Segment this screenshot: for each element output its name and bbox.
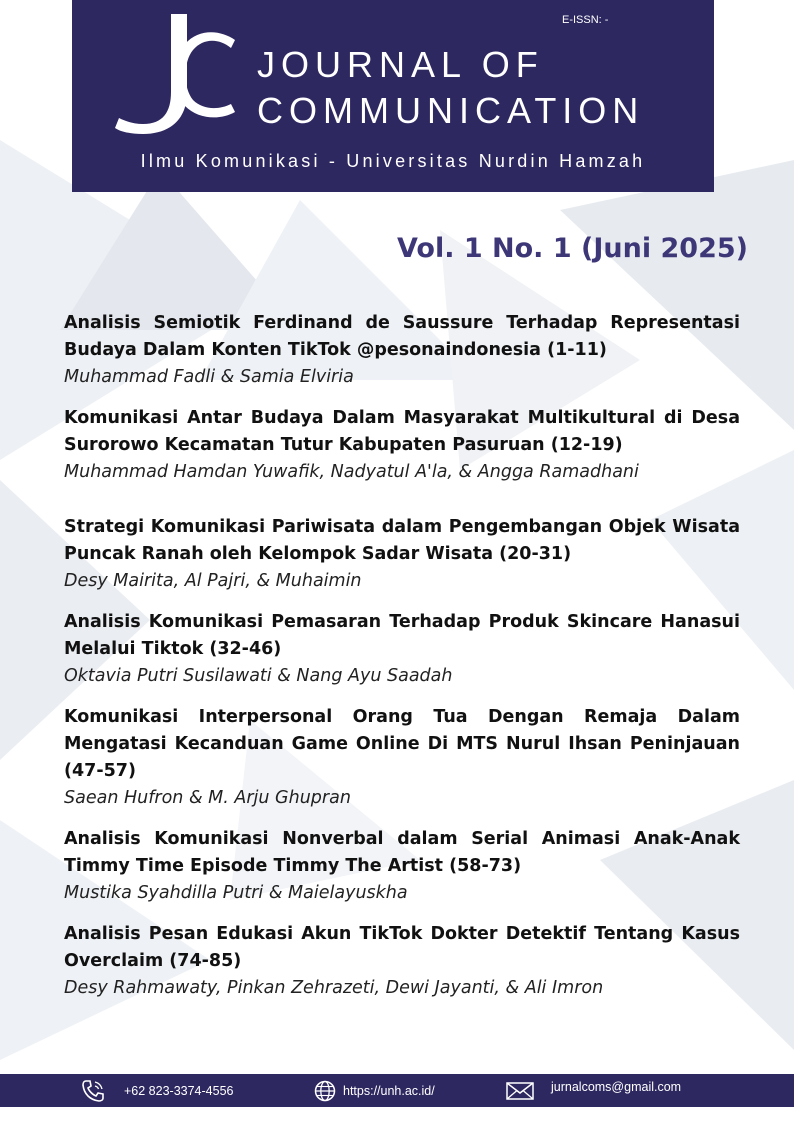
article-title[interactable]: Analisis Komunikasi Nonverbal dalam Serial Animasi Anak-Anak Timmy Time Episode Timmy The Artist (58-73) xyxy=(64,829,740,876)
journal-header-banner xyxy=(72,0,714,192)
journal-title xyxy=(257,42,644,134)
jc-logo xyxy=(107,8,237,138)
article-authors: Oktavia Putri Susilawati & Nang Ayu Saadah xyxy=(64,666,453,686)
article-title[interactable]: Komunikasi Antar Budaya Dalam Masyarakat Multikultural di Desa Surorowo Kecamatan Tutur Kabupaten Pasuruan (12-19) xyxy=(64,408,740,455)
website-url: https://unh.ac.id/ xyxy=(343,1083,435,1098)
phone-icon xyxy=(80,1078,106,1104)
article-entry xyxy=(64,405,740,486)
article-authors: Saean Hufron & M. Arju Ghupran xyxy=(64,788,351,808)
journal-title-line-1: JOURNAL OF xyxy=(257,44,544,85)
article-entry xyxy=(64,704,740,812)
article-entry xyxy=(64,921,740,1002)
issn-label: E-ISSN: - xyxy=(562,14,609,26)
article-authors: Desy Mairita, Al Pajri, & Muhaimin xyxy=(64,571,362,591)
footer-email[interactable] xyxy=(506,1074,681,1107)
article-authors: Desy Rahmawaty, Pinkan Zehrazeti, Dewi Jayanti, & Ali Imron xyxy=(64,978,604,998)
article-authors: Muhammad Hamdan Yuwafik, Nadyatul A'la, & Angga Ramadhani xyxy=(64,462,639,482)
footer-website[interactable] xyxy=(314,1074,435,1107)
article-entry xyxy=(64,609,740,690)
globe-icon xyxy=(314,1080,336,1102)
article-title[interactable]: Analisis Komunikasi Pemasaran Terhadap Produk Skincare Hanasui Melalui Tiktok (32-46) xyxy=(64,612,740,659)
article-entry xyxy=(64,514,740,595)
volume-heading: Vol. 1 No. 1 (Juni 2025) xyxy=(396,233,748,264)
article-authors: Muhammad Fadli & Samia Elviria xyxy=(64,367,354,387)
article-entry xyxy=(64,826,740,907)
phone-number: +62 823-3374-4556 xyxy=(124,1083,234,1098)
email-address: jurnalcoms@gmail.com xyxy=(551,1079,682,1094)
envelope-icon xyxy=(506,1081,534,1101)
article-entry xyxy=(64,310,740,391)
article-title[interactable]: Komunikasi Interpersonal Orang Tua Dengan Remaja Dalam Mengatasi Kecanduan Game Online Di MTS Nurul Ihsan Peninjauan (47-57) xyxy=(64,707,740,781)
footer-phone[interactable] xyxy=(80,1074,233,1107)
article-title[interactable]: Analisis Pesan Edukasi Akun TikTok Dokter Detektif Tentang Kasus Overclaim (74-85) xyxy=(64,924,740,971)
article-authors: Mustika Syahdilla Putri & Maielayuskha xyxy=(64,883,408,903)
journal-subtitle: Ilmu Komunikasi - Universitas Nurdin Hamzah xyxy=(140,151,646,171)
contact-footer xyxy=(0,1074,794,1107)
article-title[interactable]: Analisis Semiotik Ferdinand de Saussure Terhadap Representasi Budaya Dalam Konten TikTok @pesonaindonesia (1-11) xyxy=(64,313,740,360)
journal-title-line-2: COMMUNICATION xyxy=(257,90,645,131)
table-of-contents xyxy=(64,310,740,1016)
article-title[interactable]: Strategi Komunikasi Pariwisata dalam Pengembangan Objek Wisata Puncak Ranah oleh Kelompok Sadar Wisata (20-31) xyxy=(64,517,740,564)
